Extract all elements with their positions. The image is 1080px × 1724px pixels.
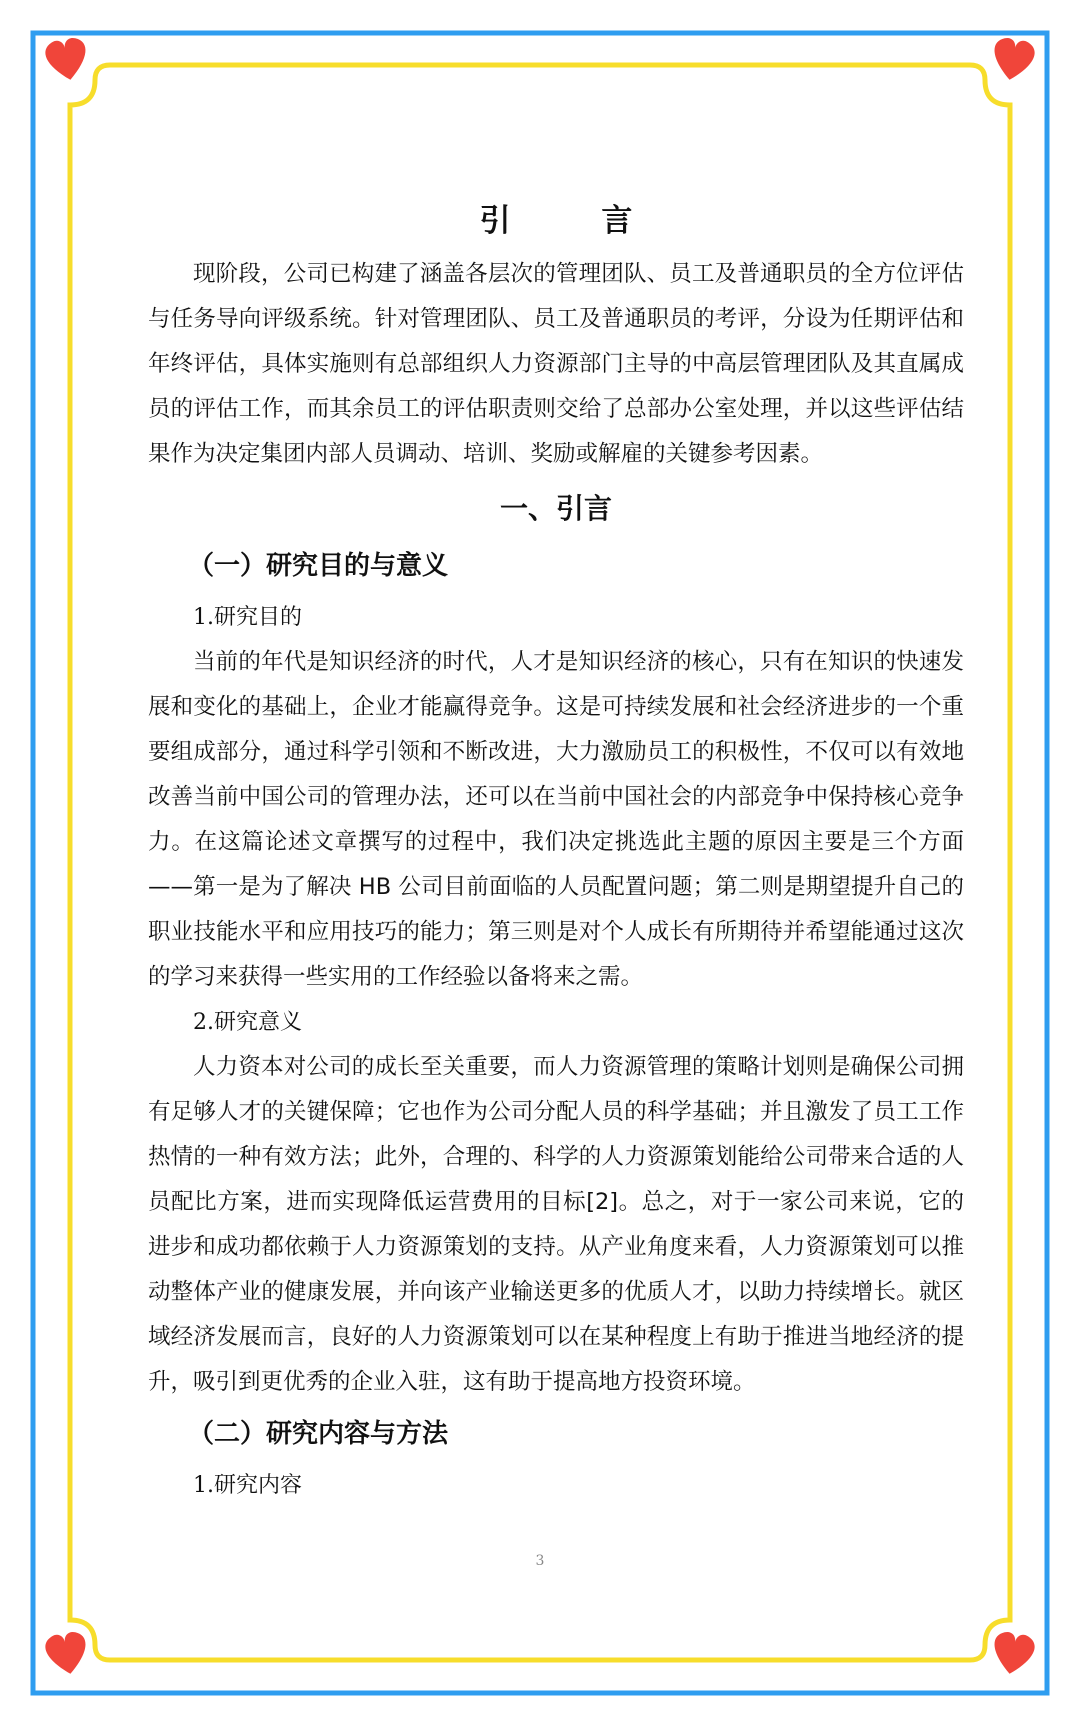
item-heading: 1.研究内容 [193, 1473, 302, 1498]
item-heading: 2.研究意义 [193, 1010, 302, 1035]
document-title: 引 言 [479, 203, 673, 239]
page-body [148, 200, 964, 1508]
subsection-heading: （二）研究内容与方法 [188, 1419, 449, 1449]
section-heading: 一、引言 [499, 492, 612, 525]
heart-icon [990, 1630, 1037, 1677]
subsection-heading: （一）研究目的与意义 [188, 551, 449, 581]
heart-icon [43, 1630, 90, 1677]
heart-icon [43, 36, 90, 83]
item-heading: 1.研究目的 [193, 605, 302, 630]
research-significance-paragraph: 人力资本对公司的成长至关重要，而人力资源管理的策略计划则是确保公司拥有足够人才的关键保障；它也作为公司分配人员的科学基础；并且激发了员工工作热情的一种有效方法；此外，合理的、科学的人力资源策划能给公司带来合适的人员配比方案，进而实现降低运营费用的目标[2]。总之，对于一家公司来说，它的进步和成功都依赖于人力资源策划的支持。从产业角度来看，人力资源策划可以推动整体产业的健康发展，并向该产业输送更多的优质人才，以助力持续增长。就区域经济发展而言，良好的人力资源策划可以在某种程度上有助于推进当地经济的提升，吸引到更优秀的企业入驻，这有助于提高地方投资环境。 [148, 1054, 964, 1395]
heart-icon [990, 36, 1037, 83]
research-purpose-paragraph: 当前的年代是知识经济的时代，人才是知识经济的核心，只有在知识的快速发展和变化的基础上，企业才能赢得竞争。这是可持续发展和社会经济进步的一个重要组成部分，通过科学引领和不断改进，大力激励员工的积极性，不仅可以有效地改善当前中国公司的管理办法，还可以在当前中国社会的内部竞争中保持核心竞争力。在这篇论述文章撰写的过程中，我们决定挑选此主题的原因主要是三个方面——第一是为了解决 HB 公司目前面临的人员配置问题；第二则是期望提升自己的职业技能水平和应用技巧的能力；第三则是对个人成长有所期待并希望能通过这次的学习来获得一些实用的工作经验以备将来之需。 [148, 649, 964, 990]
page-number: 3 [535, 1553, 545, 1569]
intro-paragraph: 现阶段，公司已构建了涵盖各层次的管理团队、员工及普通职员的全方位评估与任务导向评级系统。针对管理团队、员工及普通职员的考评，分设为任期评估和年终评估，具体实施则有总部组织人力资源部门主导的中高层管理团队及其直属成员的评估工作，而其余员工的评估职责则交给了总部办公室处理，并以这些评估结果作为决定集团内部人员调动、培训、奖励或解雇的关键参考因素。 [148, 261, 964, 467]
